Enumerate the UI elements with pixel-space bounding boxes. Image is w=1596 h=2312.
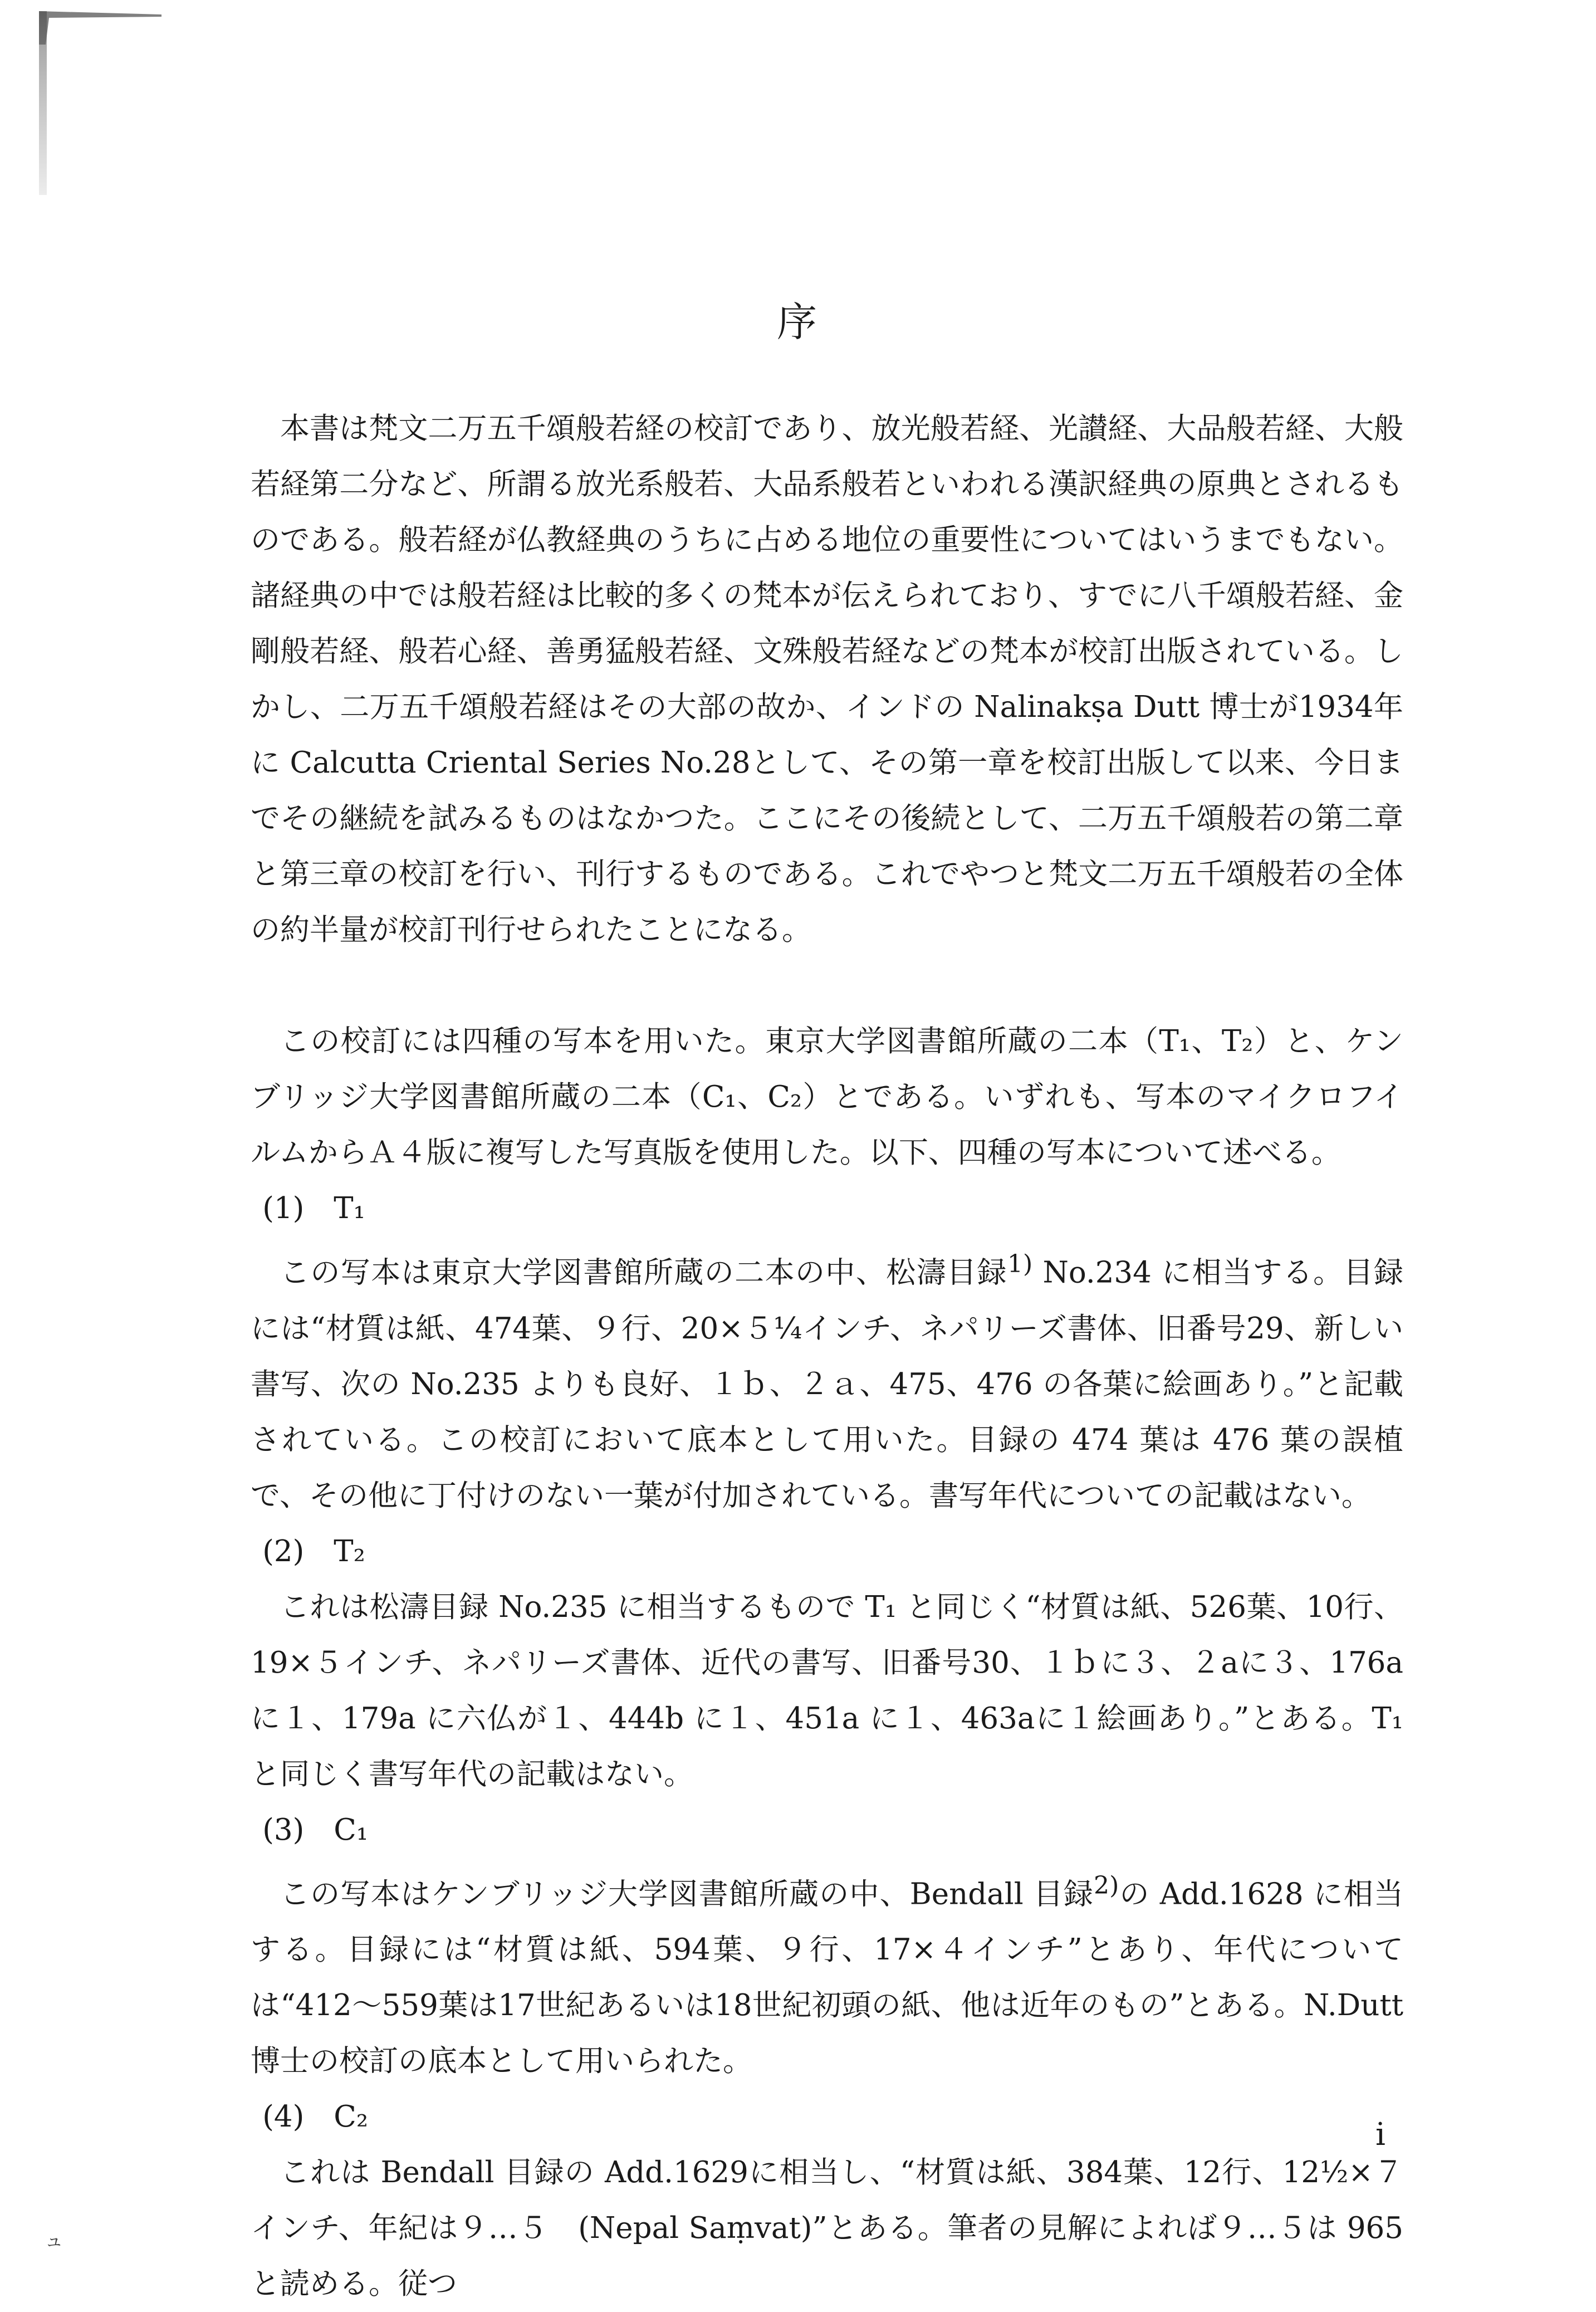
- preface-body: [251, 401, 1403, 2312]
- manuscript-heading-c2: (4) C₂: [262, 2100, 369, 2134]
- manuscript-text: この写本はケンブリッジ大学図書館所蔵の中、Bendall 目録: [280, 1877, 1094, 1912]
- paragraph-manuscripts-overview: この校訂には四種の写本を用いた。東京大学図書館所蔵の二本（T₁、T₂）と、ケンブリッジ大学図書館所蔵の二本（C₁、C₂）とである。いずれも、写本のマイクロフイルムからＡ４版に複写した写真版を使用した。以下、四種の写本について述べる。: [251, 1024, 1403, 1170]
- manuscript-heading-c1: (3) C₁: [262, 1812, 369, 1847]
- manuscript-description-t2: [251, 1580, 1403, 1802]
- scan-corner-mark: [39, 11, 161, 45]
- manuscript-heading-t2: (2) T₂: [262, 1534, 365, 1568]
- manuscript-description-t1: [251, 1236, 1403, 1524]
- page-title: 序: [776, 299, 819, 345]
- manuscript-text: これは Bendall 目録の Add.1629に相当し、“材質は紙、384葉、12行、12½×７インチ、年紀は９…５ (Nepal Saṃvat)”とある。筆者の見解によれば９…５は 965 と読める。従つ: [251, 2155, 1403, 2301]
- manuscript-description-c1: [251, 1858, 1403, 2090]
- manuscript-text: の Add.1628 に相当する。目録には“材質は紙、594葉、９行、17×４インチ”とあり、年代については“412～559葉は17世紀あるいは18世紀初頭の紙、他は近年のもの”とある。N.Dutt 博士の校訂の底本として用いられた。: [251, 1877, 1403, 2079]
- manuscript-heading-t1: (1) T₁: [262, 1191, 365, 1225]
- scan-left-edge-shadow: [39, 11, 47, 195]
- footnote-reference: 1): [1007, 1250, 1033, 1278]
- manuscript-text: これは松濤目録 No.235 に相当するもので T₁ と同じく“材質は紙、526葉、10行、19×５インチ、ネパリーズ書体、近代の書写、旧番号30、１ｂに３、２aに３、176aに１、179a に六仏が１、444b に１、451a に１、463aに１絵画あり。”とある。T₁ と同じく書写年代の記載はない。: [251, 1590, 1403, 1791]
- footnote-reference: 2): [1094, 1871, 1119, 1900]
- manuscript-text: No.234 に相当する。目録には“材質は紙、474葉、９行、20×５¼インチ、ネパリーズ書体、旧番号29、新しい書写、次の No.235 よりも良好、１ｂ、２ａ、475、476 の各葉に絵画あり。”と記載されている。この校訂において底本として用いた。目録の 474 葉は 476 葉の誤植で、その他に丁付けのない一葉が付加されている。書写年代についての記載はない。: [251, 1255, 1404, 1513]
- page-number: i: [1375, 2117, 1386, 2153]
- stray-scan-mark: ュ: [45, 2230, 63, 2252]
- paragraph-intro: 本書は梵文二万五千頌般若経の校訂であり、放光般若経、光讃経、大品般若経、大般若経第二分など、所謂る放光系般若、大品系般若といわれる漢訳経典の原典とされるものである。般若経が仏教経典のうちに占める地位の重要性についてはいうまでもない。諸経典の中では般若経は比較的多くの梵本が伝えられており、すでに八千頌般若経、金剛般若経、般若心経、善勇猛般若経、文殊般若経などの梵本が校訂出版されている。しかし、二万五千頌般若経はその大部の故か、インドの Nalinakṣa Dutt 博士が1934年に Calcutta Criental Series No.28として、その第一章を校訂出版して以来、今日までその継続を試みるものはなかつた。ここにその後続として、二万五千頌般若の第二章と第三章の校訂を行い、刊行するものである。これでやつと梵文二万五千頌般若の全体の約半量が校訂刊行せられたことになる。: [251, 412, 1403, 947]
- manuscript-description-c2: [251, 2145, 1403, 2312]
- manuscript-text: この写本は東京大学図書館所蔵の二本の中、松濤目録: [280, 1255, 1007, 1290]
